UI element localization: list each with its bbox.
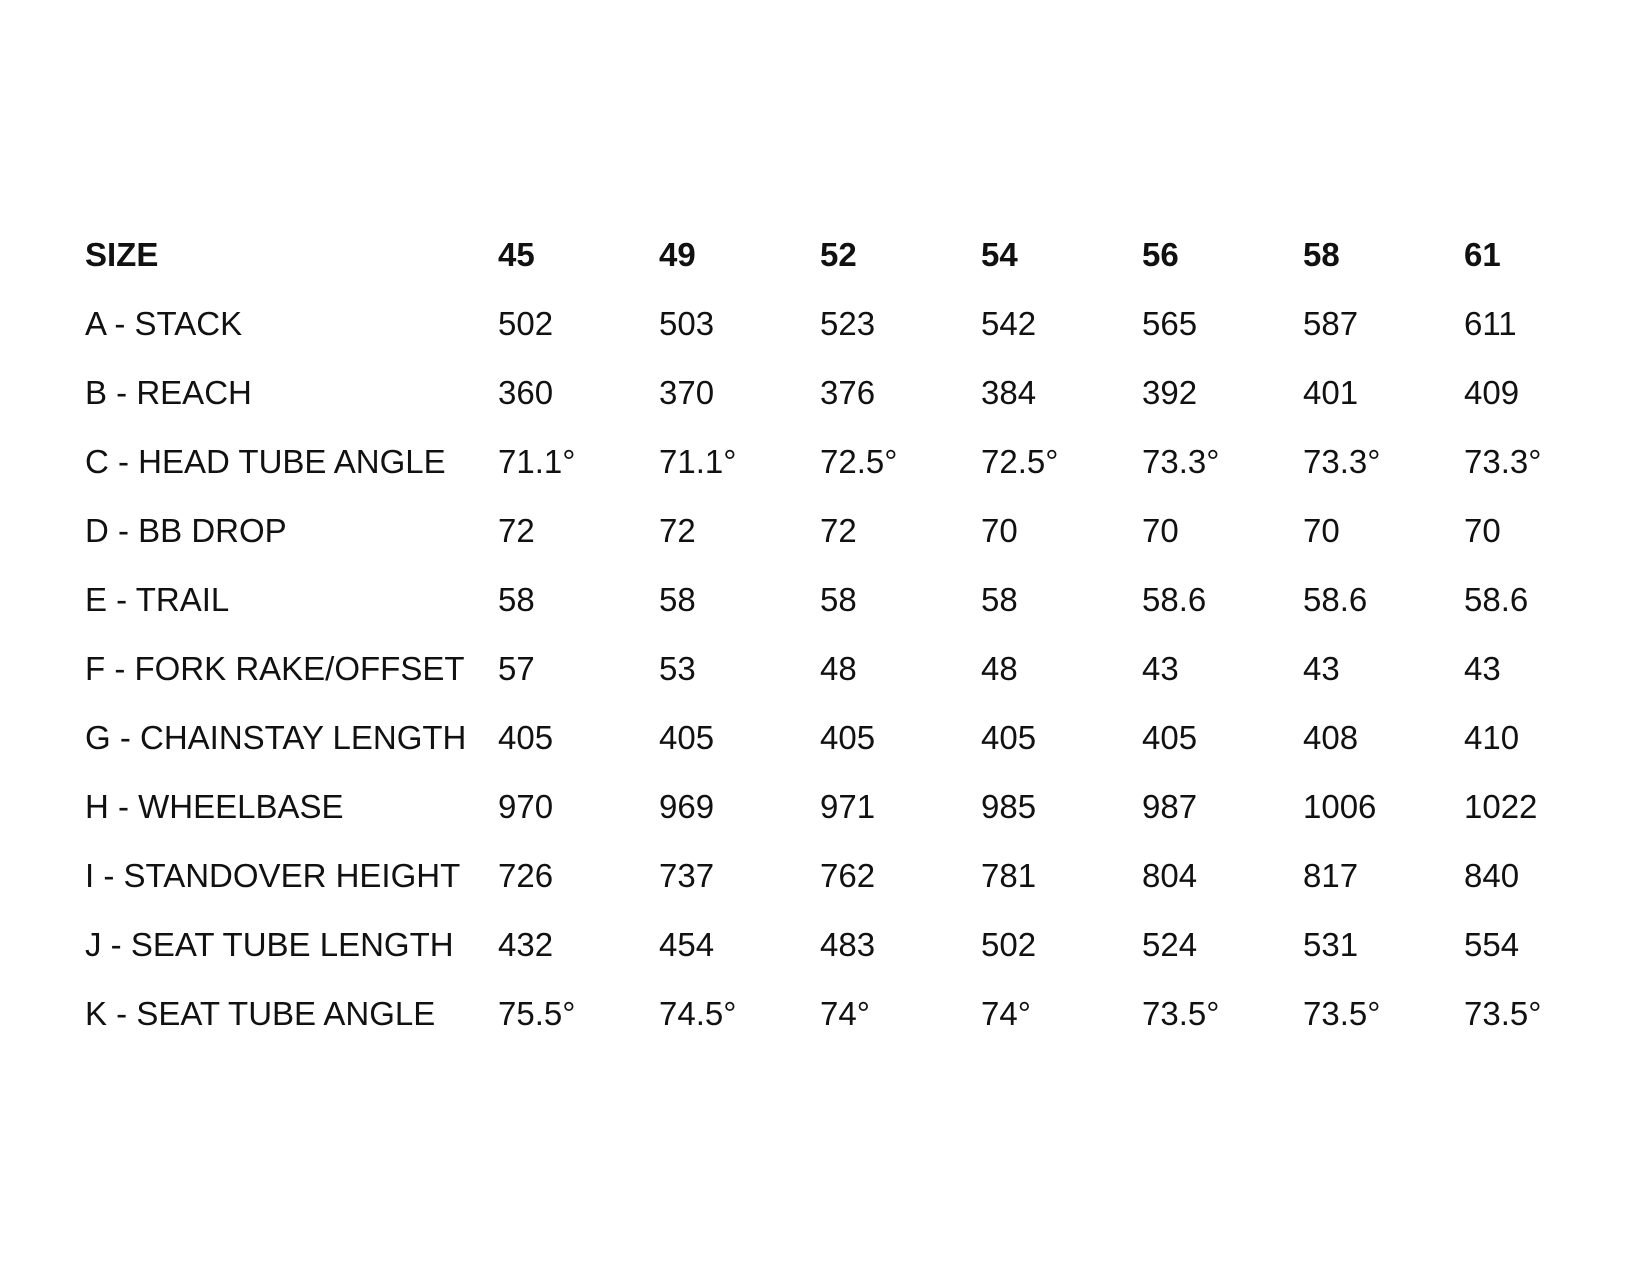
header-label: SIZE <box>85 236 159 273</box>
table-cell: 1022 <box>1464 788 1538 825</box>
table-row <box>85 289 1584 358</box>
table-cell: 401 <box>1303 374 1359 411</box>
table-cell: 969 <box>659 788 715 825</box>
table-cell: 70 <box>1142 512 1179 549</box>
row-label: A - STACK <box>85 305 243 342</box>
table-cell: 524 <box>1142 926 1198 963</box>
size-header: 54 <box>981 236 1018 273</box>
table-cell: 970 <box>498 788 554 825</box>
table-cell: 502 <box>498 305 554 342</box>
table-cell: 74° <box>820 995 870 1032</box>
size-header: 56 <box>1142 236 1179 273</box>
table-cell: 58 <box>820 581 857 618</box>
table-cell: 73.5° <box>1142 995 1220 1032</box>
table-cell: 565 <box>1142 305 1198 342</box>
table-cell: 762 <box>820 857 876 894</box>
table-cell: 483 <box>820 926 876 963</box>
table-cell: 726 <box>498 857 554 894</box>
table-cell: 71.1° <box>659 443 737 480</box>
row-label: I - STANDOVER HEIGHT <box>85 857 461 894</box>
table-cell: 432 <box>498 926 554 963</box>
table-cell: 817 <box>1303 857 1359 894</box>
table-cell: 405 <box>498 719 554 756</box>
table-row <box>85 910 1584 979</box>
row-label: H - WHEELBASE <box>85 788 344 825</box>
row-label: C - HEAD TUBE ANGLE <box>85 443 446 480</box>
table-cell: 74.5° <box>659 995 737 1032</box>
table-cell: 781 <box>981 857 1037 894</box>
size-header: 45 <box>498 236 535 273</box>
table-cell: 58 <box>498 581 535 618</box>
table-cell: 58.6 <box>1142 581 1207 618</box>
table-cell: 384 <box>981 374 1037 411</box>
table-cell: 405 <box>820 719 876 756</box>
table-cell: 987 <box>1142 788 1198 825</box>
table-cell: 454 <box>659 926 715 963</box>
table-cell: 72 <box>820 512 857 549</box>
table-cell: 840 <box>1464 857 1520 894</box>
table-cell: 43 <box>1142 650 1179 687</box>
table-body <box>85 289 1584 1048</box>
table-cell: 58.6 <box>1303 581 1368 618</box>
table-cell: 502 <box>981 926 1037 963</box>
table-cell: 72 <box>498 512 535 549</box>
table-row <box>85 358 1584 427</box>
table-cell: 72.5° <box>981 443 1059 480</box>
table-row <box>85 427 1584 496</box>
table-cell: 70 <box>981 512 1018 549</box>
table-cell: 75.5° <box>498 995 576 1032</box>
size-header: 52 <box>820 236 857 273</box>
table-cell: 985 <box>981 788 1037 825</box>
row-label: D - BB DROP <box>85 512 287 549</box>
table-row <box>85 565 1584 634</box>
table-cell: 376 <box>820 374 876 411</box>
table-cell: 503 <box>659 305 715 342</box>
table-cell: 72.5° <box>820 443 898 480</box>
table-cell: 58 <box>981 581 1018 618</box>
size-header: 49 <box>659 236 696 273</box>
table-cell: 360 <box>498 374 554 411</box>
table-cell: 737 <box>659 857 715 894</box>
table-row <box>85 772 1584 841</box>
table-cell: 43 <box>1303 650 1340 687</box>
table-row <box>85 634 1584 703</box>
header-row <box>85 220 1584 289</box>
table-cell: 542 <box>981 305 1037 342</box>
table-cell: 1006 <box>1303 788 1377 825</box>
row-label: J - SEAT TUBE LENGTH <box>85 926 454 963</box>
table-row <box>85 979 1584 1048</box>
table-cell: 73.5° <box>1464 995 1542 1032</box>
row-label: G - CHAINSTAY LENGTH <box>85 719 467 756</box>
row-label: K - SEAT TUBE ANGLE <box>85 995 436 1032</box>
size-header: 61 <box>1464 236 1501 273</box>
row-label: F - FORK RAKE/OFFSET <box>85 650 465 687</box>
table-cell: 408 <box>1303 719 1359 756</box>
table-cell: 410 <box>1464 719 1520 756</box>
table-cell: 70 <box>1464 512 1501 549</box>
table-cell: 43 <box>1464 650 1501 687</box>
row-label: B - REACH <box>85 374 252 411</box>
table-cell: 531 <box>1303 926 1359 963</box>
table-row <box>85 496 1584 565</box>
table-cell: 48 <box>981 650 1018 687</box>
table-cell: 58 <box>659 581 696 618</box>
table-cell: 611 <box>1464 305 1517 342</box>
table-cell: 73.3° <box>1303 443 1381 480</box>
table-cell: 370 <box>659 374 715 411</box>
table-cell: 405 <box>981 719 1037 756</box>
table-cell: 523 <box>820 305 876 342</box>
table-cell: 587 <box>1303 305 1359 342</box>
table-row <box>85 841 1584 910</box>
table-cell: 71.1° <box>498 443 576 480</box>
table-cell: 405 <box>659 719 715 756</box>
table-cell: 554 <box>1464 926 1520 963</box>
table-cell: 971 <box>820 788 876 825</box>
table-cell: 48 <box>820 650 857 687</box>
table-cell: 74° <box>981 995 1031 1032</box>
table-cell: 73.5° <box>1303 995 1381 1032</box>
table-cell: 53 <box>659 650 696 687</box>
row-label: E - TRAIL <box>85 581 230 618</box>
table-cell: 804 <box>1142 857 1198 894</box>
table-cell: 58.6 <box>1464 581 1529 618</box>
table-cell: 73.3° <box>1464 443 1542 480</box>
table-cell: 409 <box>1464 374 1520 411</box>
table-row <box>85 703 1584 772</box>
size-header: 58 <box>1303 236 1340 273</box>
table-cell: 57 <box>498 650 535 687</box>
geometry-table <box>85 220 1584 1048</box>
table-cell: 73.3° <box>1142 443 1220 480</box>
table-cell: 392 <box>1142 374 1198 411</box>
table-cell: 70 <box>1303 512 1340 549</box>
table-cell: 72 <box>659 512 696 549</box>
table-cell: 405 <box>1142 719 1198 756</box>
